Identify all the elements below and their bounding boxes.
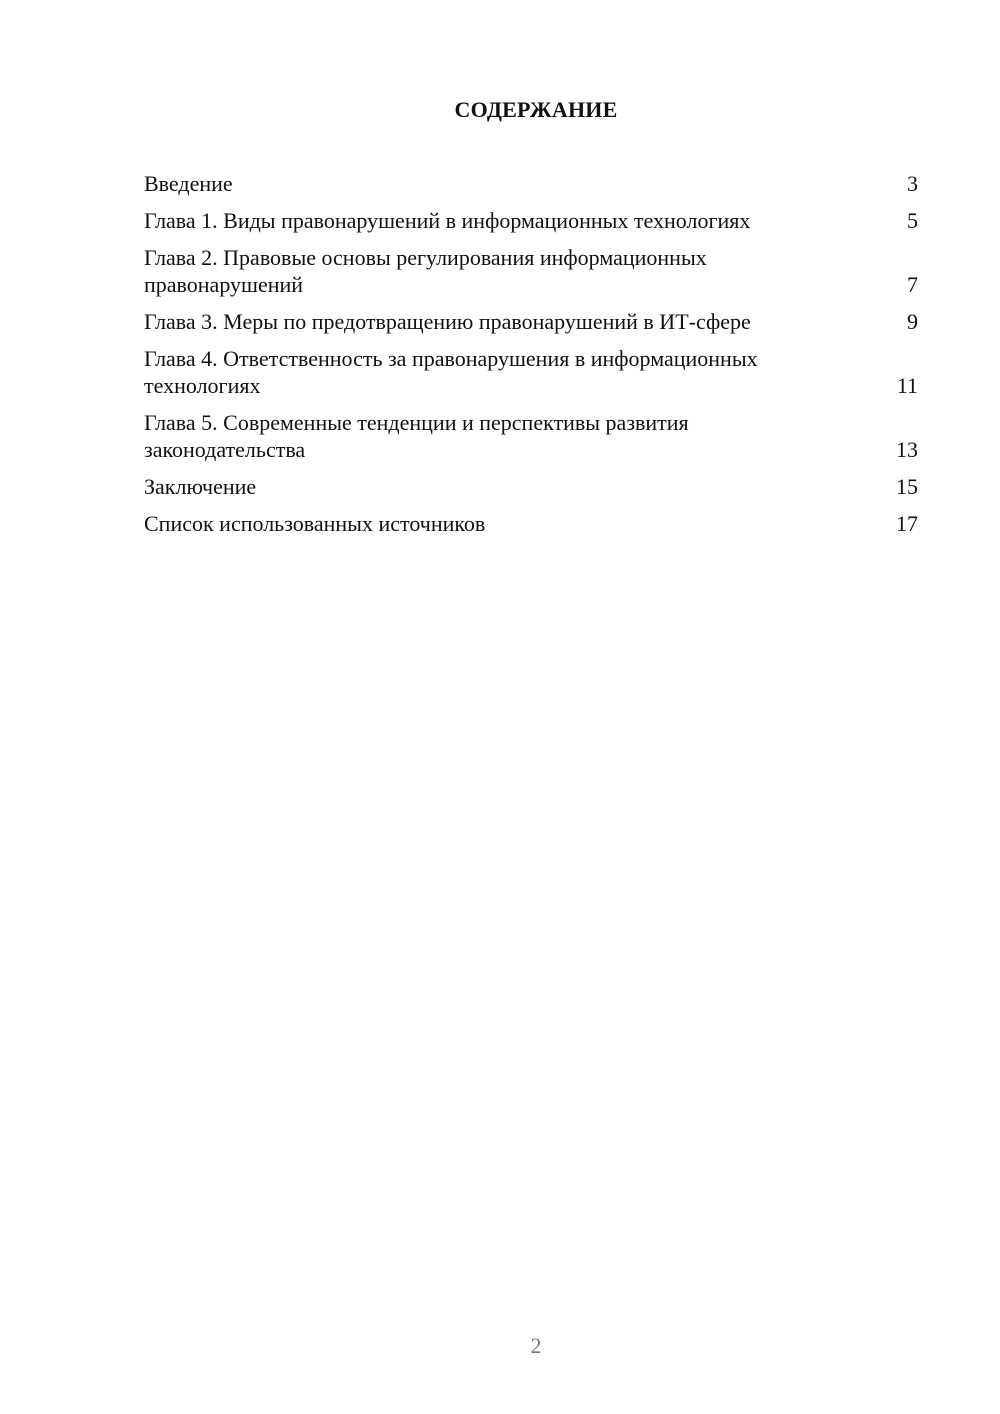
toc-entry-page: 15 [896, 474, 918, 499]
toc-entry-chapter-4 [144, 345, 918, 399]
toc-entry-text: Список использованных источников [144, 511, 486, 536]
toc-entry-page: 5 [907, 208, 918, 233]
toc-entry-text: Глава 1. Виды правонарушений в информационных технологиях [144, 208, 751, 233]
toc-entry-page: 11 [896, 373, 918, 398]
toc-entry-text: Глава 4. Ответственность за правонарушения в информационных технологиях [144, 346, 758, 398]
toc-entry-text: Глава 5. Современные тенденции и перспективы развития законодательства [144, 410, 689, 462]
toc-entry-conclusion [144, 473, 918, 500]
page-number: 2 [530, 1333, 542, 1358]
toc-entry-text: Введение [144, 171, 233, 196]
table-of-contents [144, 170, 918, 547]
toc-entry-page: 7 [907, 272, 918, 297]
page-title: СОДЕРЖАНИЕ [454, 97, 618, 122]
toc-entry-introduction [144, 170, 918, 197]
toc-entry-page: 9 [907, 309, 918, 334]
toc-entry-chapter-5 [144, 409, 918, 463]
toc-entry-text: Заключение [144, 474, 257, 499]
toc-entry-page: 13 [896, 437, 918, 462]
toc-entry-chapter-2 [144, 244, 918, 298]
toc-entry-text: Глава 3. Меры по предотвращению правонарушений в ИТ-сфере [144, 309, 751, 334]
toc-entry-references [144, 510, 918, 537]
toc-entry-text: Глава 2. Правовые основы регулирования информационных правонарушений [144, 245, 707, 297]
toc-entry-page: 3 [907, 171, 918, 196]
toc-entry-chapter-3 [144, 308, 918, 335]
toc-entry-chapter-1 [144, 207, 918, 234]
toc-entry-page: 17 [896, 511, 918, 536]
